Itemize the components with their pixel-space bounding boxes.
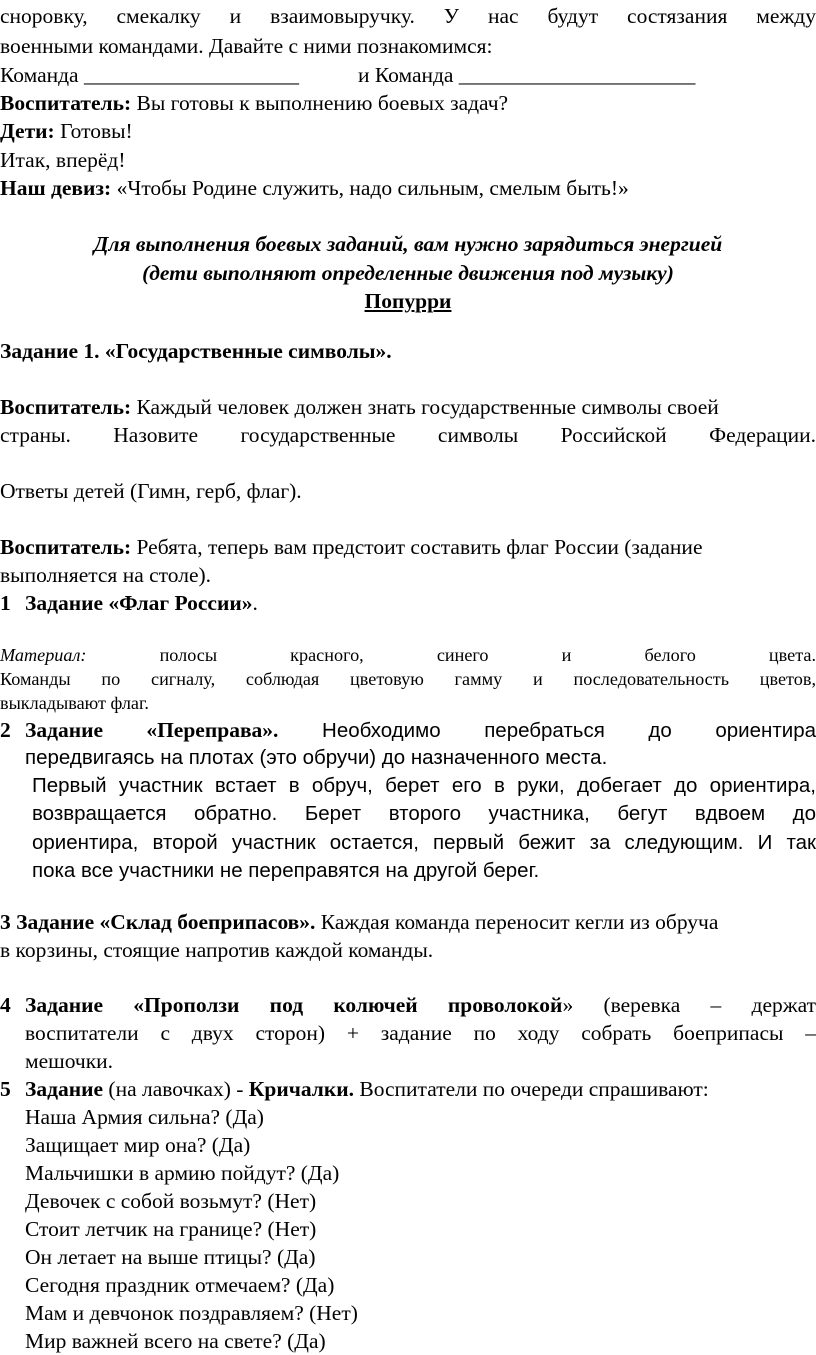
item3-number: 3 xyxy=(0,910,11,934)
item1-title: Задание «Флаг России» xyxy=(25,591,253,615)
team-names-line xyxy=(0,61,816,89)
item2-text-line-2: передвигаясь на плотах (это обручи) до назначенного места. xyxy=(25,746,608,769)
material-text-a: полосы красного, синего и белого цвета. xyxy=(86,645,816,665)
item3-text-line-2: в корзины, стоящие напротив каждой команды. xyxy=(0,938,434,962)
chant-question: Он летает на выше птицы? (Да) xyxy=(25,1245,316,1269)
item2-number: 2 xyxy=(0,718,11,742)
item1-material-line-3: выкладывают флаг. xyxy=(0,693,149,713)
task1-text2-a: Ребята, теперь вам предстоит составить флаг России (задание xyxy=(131,535,703,559)
item1-number: 1 xyxy=(0,591,11,615)
task1-title xyxy=(0,337,816,365)
chant-question: Мальчишки в армию пойдут? (Да) xyxy=(25,1161,340,1185)
item2-text-line-5: ориентира, второй участник остается, первый бежит за следующим. И так xyxy=(32,831,816,854)
chant-question: Сегодня праздник отмечаем? (Да) xyxy=(25,1273,335,1297)
task1-title-text: Задание 1. «Государственные символы». xyxy=(0,339,392,363)
item5-title: Задание xyxy=(25,1077,104,1101)
item4-close-quote: » xyxy=(562,993,574,1017)
item3-text-a: Каждая команда переносит кегли из обруча xyxy=(315,910,719,934)
question-line xyxy=(0,89,816,117)
task1-text-line-1 xyxy=(0,393,816,421)
item2-text-a: Необходимо перебраться до ориентира xyxy=(278,719,816,742)
item2-text-line-4: возвращается обратно. Берет второго участника, бегут вдвоем до xyxy=(32,802,816,825)
item4-title: Задание «Проползи под колючей проволокой xyxy=(25,993,563,1017)
item2-title: Задание «Переправа». xyxy=(25,718,279,742)
chant-question: Мир важней всего на свете? (Да) xyxy=(25,1329,326,1353)
task1-text-a: Каждый человек должен знать государственные символы своей xyxy=(131,395,719,419)
item5-number: 5 xyxy=(0,1077,11,1101)
medley-title: Попурри xyxy=(364,289,452,313)
energy-heading-2: (дети выполняют определенные движения под музыку) xyxy=(142,261,674,285)
item4-text-line-3: мешочки. xyxy=(25,1049,114,1073)
question-text: Вы готовы к выполнению боевых задач? xyxy=(131,91,509,115)
material-label: Материал: xyxy=(0,645,87,665)
item5-paren: (на лавочках) - xyxy=(103,1077,249,1101)
chant-question: Мам и девчонок поздравляем? (Нет) xyxy=(25,1301,358,1325)
motto-label: Наш девиз: xyxy=(0,176,112,200)
item1-dot: . xyxy=(252,591,258,615)
forward-line: Итак, вперёд! xyxy=(0,148,126,172)
speaker-children: Дети: xyxy=(0,119,55,143)
item5-text: Воспитатели по очереди спрашивают: xyxy=(354,1077,709,1101)
speaker-teacher: Воспитатель: xyxy=(0,535,132,559)
item4-text-a: (веревка – держат xyxy=(573,993,816,1017)
item5-chant: Кричалки. xyxy=(248,1077,354,1101)
answer-text: Готовы! xyxy=(54,119,133,143)
item2-text-line-6: пока все участники не переправятся на другой берег. xyxy=(32,859,540,882)
speaker-teacher: Воспитатель: xyxy=(0,395,132,419)
item1-material-line-2: Команды по сигналу, соблюдая цветовую гамму и последовательность цветов, xyxy=(0,669,816,689)
intro-line-2: военными командами. Давайте с ними познакомимся: xyxy=(0,34,493,58)
item3-title-line xyxy=(0,908,816,936)
item1-material-line-1 xyxy=(0,643,816,667)
item2-text-line-3: Первый участник встает в обруч, берет его в руки, добегает до ориентира, xyxy=(32,774,816,797)
motto-line xyxy=(0,174,816,202)
team-label-2: и Команда ______________________ xyxy=(358,63,696,87)
answer-line xyxy=(0,117,816,145)
item4-number: 4 xyxy=(0,993,11,1017)
team-label-1: Команда ____________________ xyxy=(0,63,299,87)
item3-title: Задание «Склад боеприпасов». xyxy=(16,910,316,934)
task1-text2-line-2: выполняется на столе). xyxy=(0,563,212,587)
medley-heading xyxy=(0,287,816,315)
chant-question: Наша Армия сильна? (Да) xyxy=(25,1105,264,1129)
chant-question: Защищает мир она? (Да) xyxy=(25,1133,251,1157)
speaker-teacher: Воспитатель: xyxy=(0,91,132,115)
chant-question: Стоит летчик на границе? (Нет) xyxy=(25,1217,317,1241)
energy-heading-1: Для выполнения боевых заданий, вам нужно зарядиться энергией xyxy=(93,232,723,256)
item4-text-line-2: воспитатели с двух сторон) + задание по ходу собрать боеприпасы – xyxy=(25,1021,816,1045)
children-answers: Ответы детей (Гимн, герб, флаг). xyxy=(0,479,302,503)
task1-text2-line-1 xyxy=(0,533,816,561)
motto-text: «Чтобы Родине служить, надо сильным, смелым быть!» xyxy=(111,176,629,200)
task1-text-line-2: страны. Назовите государственные символы Российской Федерации. xyxy=(0,423,816,447)
intro-line-1: сноровку, смекалку и взаимовыручку. У нас будут состязания между xyxy=(0,4,816,28)
chant-question: Девочек с собой возьмут? (Нет) xyxy=(25,1189,317,1213)
